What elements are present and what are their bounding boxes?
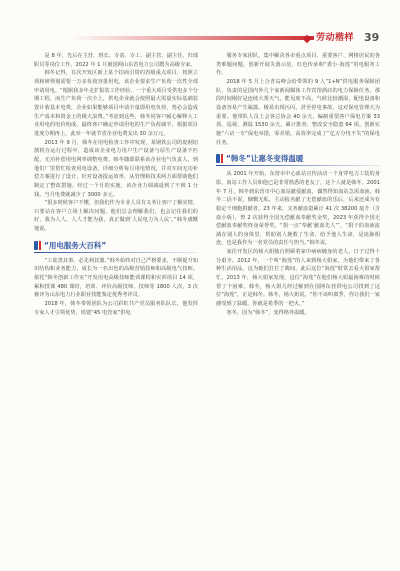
subheading-accent-icon	[221, 154, 223, 163]
left-bottom-paragraphs	[34, 257, 198, 318]
right-bottom-paragraphs	[216, 170, 380, 317]
subheading-block	[34, 237, 198, 253]
body-paragraph: “工欲善其事，必先利其器。”韩冬始终对自己严格要求，不断提升知识结构和业务能力，成长为一名出色的高级营销技师和高级电气技师。依托“韩冬创新工作室”开发用电高级技师能训课程和实训项目 14 项，累积授课 480 课时，培训、评价高级技师、技师等 1800 人次，3 次被评为山东电力行业职业技能鉴定优秀考评员。	[34, 257, 198, 299]
subheading-title: “韩冬”让惠冬变得温暖	[226, 154, 304, 164]
body-paragraph: 2018 年，韩冬带领团队为公司彩虹共产党员服务队队长，他发挥专家人才引领优势，组建“45 电管家”供电	[34, 301, 198, 316]
left-top-paragraphs	[34, 52, 198, 234]
body-paragraph: 服务专家团队，集中解决各市重点项目、重要客户、网格居民的各类难题问题，创新开展失落示范、红色传承和“委小·海莲”用电服务工作。	[216, 53, 380, 77]
page-number: 39	[364, 31, 380, 44]
subheading-marker-icon	[216, 154, 220, 163]
section-title: 劳动楷样	[316, 33, 355, 43]
right-top-paragraphs	[216, 52, 380, 147]
page-header	[0, 0, 400, 44]
header-accent-bar	[70, 36, 314, 40]
body-paragraph: 2018 年 5 月上合青岛峰会给带领的 9 人“1+N”供电服务保障团队，负责的是国内外几个家新闻媒体工作宾馆酒店的电力保障任务。那段时间刚好是连续大雾天气，能见度不高，气候比较潮湿，配电设备和设备容易产生凝露、极易出现污闪，甚至停电事故，这对保电管理大为重要。他带队人员上会客总协会 40 余天，编制重要客户保电方案 33 项，巡视、测温 1530 余天，累计排查、整改安全隐患 64 项。创新实施“六访一专”保电举措，零差错，高效率完成了“亿万分忧不失”的保电任务。	[216, 78, 380, 146]
subheading-rule	[34, 252, 198, 253]
body-paragraph: 是 8 年，先后在主营、班长、专责、专工、副主管、副主任、归部职员等岗位工作，2022 年 1 月被国网山东省电力公司聘为高级专家。	[34, 53, 198, 68]
body-paragraph: 韩冬记得，有次开发区新上某个招商引资的省级重点项目，按照立项和研规划需要一万多负荷容量用电，该企业要求生产负荷一次性全部申请用电。“根据我多年走扩报装工作经验，一个重大项目受供电多个分期工程，而生产负荷一次全上，供电企业就会按照最大需量实际基础装置计收基本电费，企业如果能够项目申请全量即用电负荷，势必会造成生产成本和资金上的极大浪费。”考虑到这些，韩冬同客户耐心解释大工业用电的电价构成，最终客户确定申请用电的生产负荷减半，根据项目进度分期再上，此举一年就节省企业电费支出 30 余万元。	[34, 70, 198, 137]
subheading-accent-icon	[39, 241, 41, 250]
subheading-marker-icon	[34, 241, 38, 250]
subheading-title: “用电服务大百科”	[44, 240, 107, 250]
body-paragraph: 2013 年 9 月，韩冬在用电检查工作中发现，某钢铁公司的废钢切割机在运行过程中，造成该企业电力用户生产设备与原生产设备不匹配，无功补偿用电网率调整电费。韩冬随即联系该企业电气负责人，到他们厂里帮忙检查用电设备，详细分析每月用电情况，并对车间无功补偿方案进行了设计，针对设备投运效率，从管理和技术两方面帮助他们制定了整改措施。经过一个月的实施，该企业力调减退到了不到 1 分钱，当月电费就减少了 3000 多元。	[34, 139, 198, 198]
body-paragraph: 家住开发区的杨大姐独自照顾着家中病病缠身的老人，日子过得十分艰辛。2012 年，一个叫“海莲”的人来到杨大姐家，为他们带来了各种生活用品，这为她们打打了晦间，此后这位“海莲”时常去看大姐家帮忙。2013 年，杨大姐家发现，这位“海莲”在他们杨大姐最困难的时候帮了个困难，韩冬，杨大姐儿经过解到在国网东营供电公司找到了这位“海莲”，正是韩冬。韩冬，杨大姐说，“你不该叫离季，你让我们一家感受到了温暖，你就是希季的一把火。”	[216, 249, 380, 308]
body-paragraph: 从 2001 年开始，东营市中心血站宣传活动一个身穿电力工装的身影，血站工作人员和他已是非常熟悉的老友了，这个人就是韩冬。2001 年 7 月，韩冬到东营市中心血站献爱献血，偶然得知血站急需血液，韩冬二话不说，慷慨无私，主动报名献了无偿献血的乐后，后来还成为有稳定干细胞捐献者。23 年来，义务献血量累计 41 次 38200 毫升（含血小板），曾 2 次获得全国无偿献血奉献奖金奖，2023 年获得全国无偿献血奉献奖终身荣誉奖。“捐一点”奉献‘献血先人’”，“捐干的血液流淌在别人的身体里，帮助别人挽救了生命，给予他人生命，是血脉相连，也是我作为一名党员的责任与担当。”韩冬说。	[216, 171, 380, 247]
body-paragraph: 寒冬，因为“韩冬”，变得格外温暖。	[226, 309, 310, 316]
subheading-rule	[216, 165, 380, 166]
right-column	[216, 52, 380, 564]
body-paragraph: “很多时候客户不懂，但我们作为专业人员有义务让客户了解实情，只要站在客户立场上解决问题，他们总会理解我们，也会记住我们的好，我为人人，人人才能为我，真正做到‘人民电力为人民’。”韩冬感慨地说。	[34, 200, 198, 233]
subheading-block	[216, 150, 380, 166]
left-column	[34, 52, 198, 564]
